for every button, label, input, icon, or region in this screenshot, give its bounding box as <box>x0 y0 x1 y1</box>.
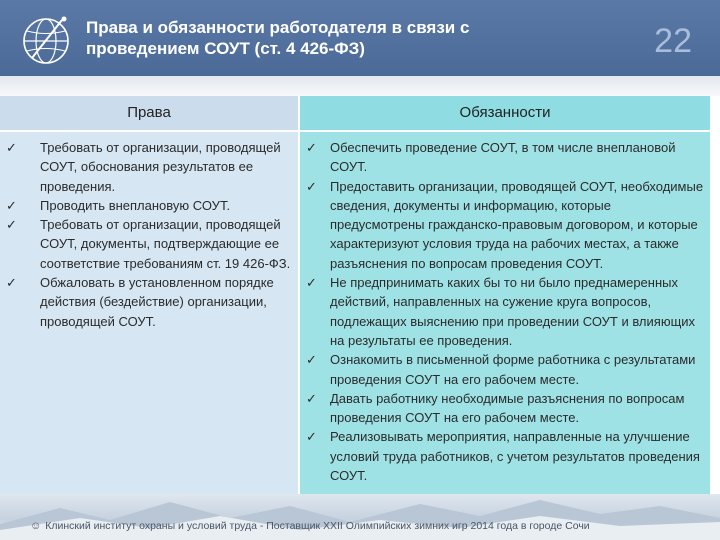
list-item-text: Проводить внеплановую СОУТ. <box>40 197 231 213</box>
slide-header <box>0 0 720 76</box>
list-item-text: Ознакомить в письменной форме работника с результатами проведения СОУТ на его рабочем месте. <box>330 352 696 387</box>
checkmark-icon: ✓ <box>6 197 17 213</box>
slide-title: Права и обязанности работодателя в связи с проведением СОУТ (ст. 4 426-ФЗ) <box>86 18 470 58</box>
checkmark-icon: ✓ <box>306 178 317 194</box>
list-item <box>0 215 292 273</box>
list-item-text: Предоставить организации, проводящей СОУТ, необходимые сведения, документы и информацию, которые предусмотрены гражданско-правовым договором, и которые характеризуют условия труда на рабочих местах, а также разъяснения по вопросам проведения СОУТ. <box>330 178 704 271</box>
list-item-text: Требовать от организации, проводящей СОУТ, обоснования результатов ее проведения. <box>40 140 281 194</box>
header-divider <box>0 76 720 96</box>
footer <box>30 520 710 532</box>
list-item <box>0 273 292 331</box>
list-item <box>0 138 292 196</box>
checkmark-icon: ✓ <box>6 217 17 233</box>
checkmark-icon: ✓ <box>306 390 317 406</box>
list-item <box>300 389 704 428</box>
checkmark-icon: ✓ <box>306 352 317 368</box>
list-item <box>300 273 704 350</box>
obligations-heading: Обязанности <box>300 96 710 132</box>
rights-obligations-table <box>0 96 710 494</box>
globe-logo-icon <box>18 12 74 68</box>
list-item-text: Требовать от организации, проводящей СОУТ, документы, подтверждающие ее соответствие требованиям ст. 19 426-ФЗ. <box>40 217 291 271</box>
obligations-column <box>300 96 710 494</box>
list-item <box>300 177 704 273</box>
list-item-text: Давать работнику необходимые разъяснения по вопросам проведения СОУТ на его рабочем месте. <box>330 390 685 426</box>
checkmark-icon: ✓ <box>306 429 317 445</box>
obligations-list <box>300 132 710 485</box>
list-item-text: Обжаловать в установленном порядке действия (бездействие) организации, проводящей СОУТ. <box>40 275 274 329</box>
list-item <box>0 196 292 215</box>
slide-number: 22 <box>654 22 692 60</box>
list-item <box>300 350 704 389</box>
rights-heading: Права <box>0 96 298 132</box>
copyright-icon: ☺ <box>30 520 42 532</box>
rights-list <box>0 132 298 331</box>
list-item-text: Не предпринимать каких бы то ни было преднамеренных действий, направленных на сужение круга вопросов, подлежащих выяснению при проведении СОУТ и влияющих на результаты ее проведения. <box>330 275 696 348</box>
checkmark-icon: ✓ <box>6 140 17 155</box>
list-item-text: Реализовывать мероприятия, направленные на улучшение условий труда работников, с учетом результатов проведения СОУТ. <box>330 429 700 484</box>
rights-column <box>0 96 298 494</box>
checkmark-icon: ✓ <box>306 140 317 155</box>
checkmark-icon: ✓ <box>6 275 17 291</box>
list-item <box>300 138 704 177</box>
mountains-image <box>0 494 720 540</box>
footer-text: Клинский институт охраны и условий труда - Поставщик XXII Олимпийских зимних игр 2014 года в городе Сочи <box>45 520 590 532</box>
list-item <box>300 427 704 485</box>
mountains-banner <box>0 494 720 540</box>
checkmark-icon: ✓ <box>306 275 317 291</box>
list-item-text: Обеспечить проведение СОУТ, в том числе внеплановой СОУТ. <box>330 140 676 175</box>
